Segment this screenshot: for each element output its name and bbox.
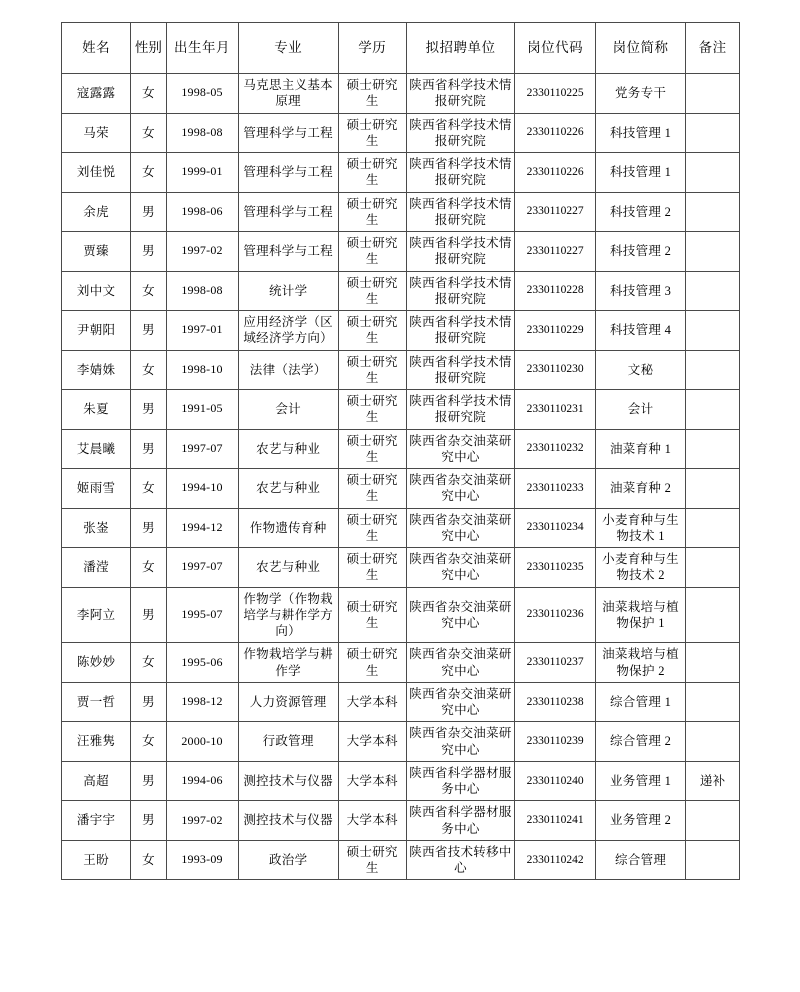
- cell-post-name: 综合管理: [595, 840, 685, 880]
- cell-birth-date: 1994-06: [166, 761, 238, 801]
- cell-sex: 男: [131, 801, 166, 841]
- cell-birth-date: 1994-10: [166, 469, 238, 509]
- cell-major: 农艺与种业: [238, 429, 338, 469]
- cell-major: 作物遗传育种: [238, 508, 338, 548]
- cell-education: 大学本科: [338, 682, 406, 722]
- cell-sex: 男: [131, 587, 166, 643]
- cell-unit: 陕西省杂交油菜研究中心: [406, 643, 515, 683]
- cell-sex: 女: [131, 153, 166, 193]
- cell-post-code: 2330110228: [515, 271, 596, 311]
- cell-birth-date: 1993-09: [166, 840, 238, 880]
- cell-post-name: 业务管理 1: [595, 761, 685, 801]
- cell-remark: [686, 429, 740, 469]
- cell-remark: [686, 390, 740, 430]
- cell-birth-date: 1997-01: [166, 311, 238, 351]
- cell-unit: 陕西省科学技术情报研究院: [406, 311, 515, 351]
- cell-education: 硕士研究生: [338, 74, 406, 114]
- cell-birth-date: 1997-07: [166, 429, 238, 469]
- cell-major: 管理科学与工程: [238, 153, 338, 193]
- table-row: [62, 74, 740, 114]
- table-row: [62, 722, 740, 762]
- cell-education: 硕士研究生: [338, 350, 406, 390]
- cell-education: 硕士研究生: [338, 311, 406, 351]
- cell-sex: 男: [131, 232, 166, 272]
- cell-birth-date: 1998-10: [166, 350, 238, 390]
- cell-major: 作物学（作物栽培学与耕作学方向）: [238, 587, 338, 643]
- cell-unit: 陕西省杂交油菜研究中心: [406, 587, 515, 643]
- cell-education: 大学本科: [338, 722, 406, 762]
- cell-name: 李阿立: [62, 587, 131, 643]
- table-row: [62, 390, 740, 430]
- cell-major: 测控技术与仪器: [238, 761, 338, 801]
- cell-unit: 陕西省科学器材服务中心: [406, 761, 515, 801]
- cell-post-code: 2330110235: [515, 548, 596, 588]
- column-header-remark: 备注: [686, 23, 740, 74]
- cell-sex: 男: [131, 192, 166, 232]
- cell-post-name: 油菜栽培与植物保护 1: [595, 587, 685, 643]
- column-header-major: 专业: [238, 23, 338, 74]
- cell-post-name: 科技管理 4: [595, 311, 685, 351]
- cell-major: 管理科学与工程: [238, 113, 338, 153]
- column-header-sex: 性别: [131, 23, 166, 74]
- cell-major: 马克思主义基本原理: [238, 74, 338, 114]
- cell-post-name: 科技管理 1: [595, 153, 685, 193]
- cell-education: 硕士研究生: [338, 232, 406, 272]
- cell-post-name: 业务管理 2: [595, 801, 685, 841]
- cell-sex: 女: [131, 548, 166, 588]
- table-row: [62, 271, 740, 311]
- cell-name: 姬雨雪: [62, 469, 131, 509]
- cell-major: 管理科学与工程: [238, 232, 338, 272]
- cell-remark: [686, 113, 740, 153]
- cell-name: 尹朝阳: [62, 311, 131, 351]
- cell-post-name: 小麦育种与生物技术 2: [595, 548, 685, 588]
- cell-unit: 陕西省科学技术情报研究院: [406, 113, 515, 153]
- cell-major: 管理科学与工程: [238, 192, 338, 232]
- cell-major: 农艺与种业: [238, 469, 338, 509]
- column-header-post-name: 岗位简称: [595, 23, 685, 74]
- cell-sex: 女: [131, 113, 166, 153]
- cell-post-code: 2330110226: [515, 153, 596, 193]
- cell-name: 刘佳悦: [62, 153, 131, 193]
- cell-sex: 女: [131, 271, 166, 311]
- cell-education: 大学本科: [338, 761, 406, 801]
- cell-birth-date: 1998-05: [166, 74, 238, 114]
- table-row: [62, 801, 740, 841]
- cell-post-name: 综合管理 2: [595, 722, 685, 762]
- cell-name: 刘中文: [62, 271, 131, 311]
- cell-name: 艾晨曦: [62, 429, 131, 469]
- cell-birth-date: 2000-10: [166, 722, 238, 762]
- table-row: [62, 682, 740, 722]
- cell-education: 硕士研究生: [338, 587, 406, 643]
- cell-sex: 男: [131, 429, 166, 469]
- cell-education: 硕士研究生: [338, 469, 406, 509]
- cell-post-name: 科技管理 2: [595, 192, 685, 232]
- cell-name: 李婧姝: [62, 350, 131, 390]
- cell-major: 农艺与种业: [238, 548, 338, 588]
- cell-post-name: 油菜育种 1: [595, 429, 685, 469]
- cell-sex: 女: [131, 469, 166, 509]
- table-header: [62, 23, 740, 74]
- cell-name: 贾一哲: [62, 682, 131, 722]
- cell-post-code: 2330110238: [515, 682, 596, 722]
- cell-unit: 陕西省科学技术情报研究院: [406, 232, 515, 272]
- cell-birth-date: 1997-07: [166, 548, 238, 588]
- cell-birth-date: 1994-12: [166, 508, 238, 548]
- cell-remark: [686, 74, 740, 114]
- cell-education: 硕士研究生: [338, 548, 406, 588]
- cell-remark: [686, 192, 740, 232]
- cell-sex: 男: [131, 682, 166, 722]
- cell-name: 汪雅隽: [62, 722, 131, 762]
- cell-remark: 递补: [686, 761, 740, 801]
- cell-unit: 陕西省科学技术情报研究院: [406, 74, 515, 114]
- column-header-birth: 出生年月: [166, 23, 238, 74]
- cell-name: 潘宇宇: [62, 801, 131, 841]
- cell-name: 张崟: [62, 508, 131, 548]
- cell-major: 统计学: [238, 271, 338, 311]
- cell-unit: 陕西省科学技术情报研究院: [406, 390, 515, 430]
- cell-post-code: 2330110233: [515, 469, 596, 509]
- cell-sex: 男: [131, 311, 166, 351]
- cell-major: 应用经济学（区域经济学方向）: [238, 311, 338, 351]
- cell-remark: [686, 682, 740, 722]
- table-row: [62, 113, 740, 153]
- cell-unit: 陕西省杂交油菜研究中心: [406, 682, 515, 722]
- cell-remark: [686, 801, 740, 841]
- table-row: [62, 548, 740, 588]
- cell-education: 硕士研究生: [338, 508, 406, 548]
- cell-unit: 陕西省杂交油菜研究中心: [406, 429, 515, 469]
- table-body: [62, 74, 740, 880]
- cell-education: 硕士研究生: [338, 429, 406, 469]
- cell-major: 测控技术与仪器: [238, 801, 338, 841]
- cell-unit: 陕西省科学技术情报研究院: [406, 350, 515, 390]
- cell-education: 大学本科: [338, 801, 406, 841]
- cell-birth-date: 1998-08: [166, 113, 238, 153]
- cell-sex: 女: [131, 840, 166, 880]
- table-row: [62, 350, 740, 390]
- cell-post-name: 党务专干: [595, 74, 685, 114]
- cell-remark: [686, 350, 740, 390]
- table-row: [62, 840, 740, 880]
- cell-name: 马荣: [62, 113, 131, 153]
- cell-remark: [686, 587, 740, 643]
- cell-sex: 女: [131, 350, 166, 390]
- cell-post-name: 会计: [595, 390, 685, 430]
- cell-remark: [686, 722, 740, 762]
- cell-unit: 陕西省杂交油菜研究中心: [406, 548, 515, 588]
- column-header-post-code: 岗位代码: [515, 23, 596, 74]
- cell-unit: 陕西省科学技术情报研究院: [406, 192, 515, 232]
- cell-sex: 女: [131, 722, 166, 762]
- cell-sex: 男: [131, 761, 166, 801]
- cell-birth-date: 1998-12: [166, 682, 238, 722]
- table-row: [62, 469, 740, 509]
- cell-birth-date: 1998-08: [166, 271, 238, 311]
- cell-sex: 女: [131, 74, 166, 114]
- cell-education: 硕士研究生: [338, 113, 406, 153]
- cell-post-name: 文秘: [595, 350, 685, 390]
- cell-major: 会计: [238, 390, 338, 430]
- cell-birth-date: 1991-05: [166, 390, 238, 430]
- cell-education: 硕士研究生: [338, 390, 406, 430]
- cell-name: 贾臻: [62, 232, 131, 272]
- cell-sex: 男: [131, 390, 166, 430]
- cell-birth-date: 1999-01: [166, 153, 238, 193]
- cell-major: 人力资源管理: [238, 682, 338, 722]
- table-row: [62, 587, 740, 643]
- cell-major: 作物栽培学与耕作学: [238, 643, 338, 683]
- cell-remark: [686, 311, 740, 351]
- cell-post-code: 2330110234: [515, 508, 596, 548]
- cell-post-code: 2330110231: [515, 390, 596, 430]
- cell-remark: [686, 232, 740, 272]
- table-header-row: [62, 23, 740, 74]
- column-header-unit: 拟招聘单位: [406, 23, 515, 74]
- cell-name: 余虎: [62, 192, 131, 232]
- cell-unit: 陕西省杂交油菜研究中心: [406, 722, 515, 762]
- cell-post-code: 2330110227: [515, 192, 596, 232]
- cell-name: 朱夏: [62, 390, 131, 430]
- cell-post-code: 2330110225: [515, 74, 596, 114]
- cell-unit: 陕西省科学器材服务中心: [406, 801, 515, 841]
- cell-birth-date: 1997-02: [166, 232, 238, 272]
- cell-post-code: 2330110230: [515, 350, 596, 390]
- recruitment-roster-table: [61, 22, 740, 880]
- cell-birth-date: 1995-07: [166, 587, 238, 643]
- cell-post-code: 2330110237: [515, 643, 596, 683]
- table-row: [62, 761, 740, 801]
- cell-unit: 陕西省科学技术情报研究院: [406, 153, 515, 193]
- cell-major: 行政管理: [238, 722, 338, 762]
- cell-name: 高超: [62, 761, 131, 801]
- column-header-education: 学历: [338, 23, 406, 74]
- cell-post-code: 2330110227: [515, 232, 596, 272]
- cell-remark: [686, 271, 740, 311]
- cell-name: 王盼: [62, 840, 131, 880]
- cell-post-code: 2330110241: [515, 801, 596, 841]
- cell-birth-date: 1997-02: [166, 801, 238, 841]
- cell-education: 硕士研究生: [338, 271, 406, 311]
- cell-major: 政治学: [238, 840, 338, 880]
- cell-unit: 陕西省技术转移中心: [406, 840, 515, 880]
- cell-sex: 女: [131, 643, 166, 683]
- cell-post-code: 2330110240: [515, 761, 596, 801]
- cell-name: 陈妙妙: [62, 643, 131, 683]
- cell-post-code: 2330110236: [515, 587, 596, 643]
- roster-table-container: [61, 22, 740, 880]
- cell-education: 硕士研究生: [338, 840, 406, 880]
- cell-name: 寇露露: [62, 74, 131, 114]
- cell-education: 硕士研究生: [338, 192, 406, 232]
- cell-post-code: 2330110229: [515, 311, 596, 351]
- table-row: [62, 192, 740, 232]
- table-row: [62, 508, 740, 548]
- cell-unit: 陕西省杂交油菜研究中心: [406, 469, 515, 509]
- cell-post-name: 科技管理 3: [595, 271, 685, 311]
- cell-remark: [686, 548, 740, 588]
- cell-post-code: 2330110239: [515, 722, 596, 762]
- cell-post-code: 2330110226: [515, 113, 596, 153]
- table-row: [62, 429, 740, 469]
- cell-sex: 男: [131, 508, 166, 548]
- table-row: [62, 643, 740, 683]
- cell-remark: [686, 840, 740, 880]
- cell-post-name: 综合管理 1: [595, 682, 685, 722]
- cell-post-name: 科技管理 1: [595, 113, 685, 153]
- table-row: [62, 232, 740, 272]
- cell-remark: [686, 508, 740, 548]
- cell-post-name: 油菜育种 2: [595, 469, 685, 509]
- cell-birth-date: 1998-06: [166, 192, 238, 232]
- cell-name: 潘滢: [62, 548, 131, 588]
- cell-birth-date: 1995-06: [166, 643, 238, 683]
- column-header-name: 姓名: [62, 23, 131, 74]
- cell-major: 法律（法学）: [238, 350, 338, 390]
- table-row: [62, 311, 740, 351]
- cell-remark: [686, 643, 740, 683]
- cell-post-name: 油菜栽培与植物保护 2: [595, 643, 685, 683]
- cell-post-code: 2330110232: [515, 429, 596, 469]
- cell-unit: 陕西省科学技术情报研究院: [406, 271, 515, 311]
- cell-education: 硕士研究生: [338, 643, 406, 683]
- cell-remark: [686, 469, 740, 509]
- cell-remark: [686, 153, 740, 193]
- cell-post-code: 2330110242: [515, 840, 596, 880]
- cell-unit: 陕西省杂交油菜研究中心: [406, 508, 515, 548]
- cell-post-name: 科技管理 2: [595, 232, 685, 272]
- cell-post-name: 小麦育种与生物技术 1: [595, 508, 685, 548]
- cell-education: 硕士研究生: [338, 153, 406, 193]
- table-row: [62, 153, 740, 193]
